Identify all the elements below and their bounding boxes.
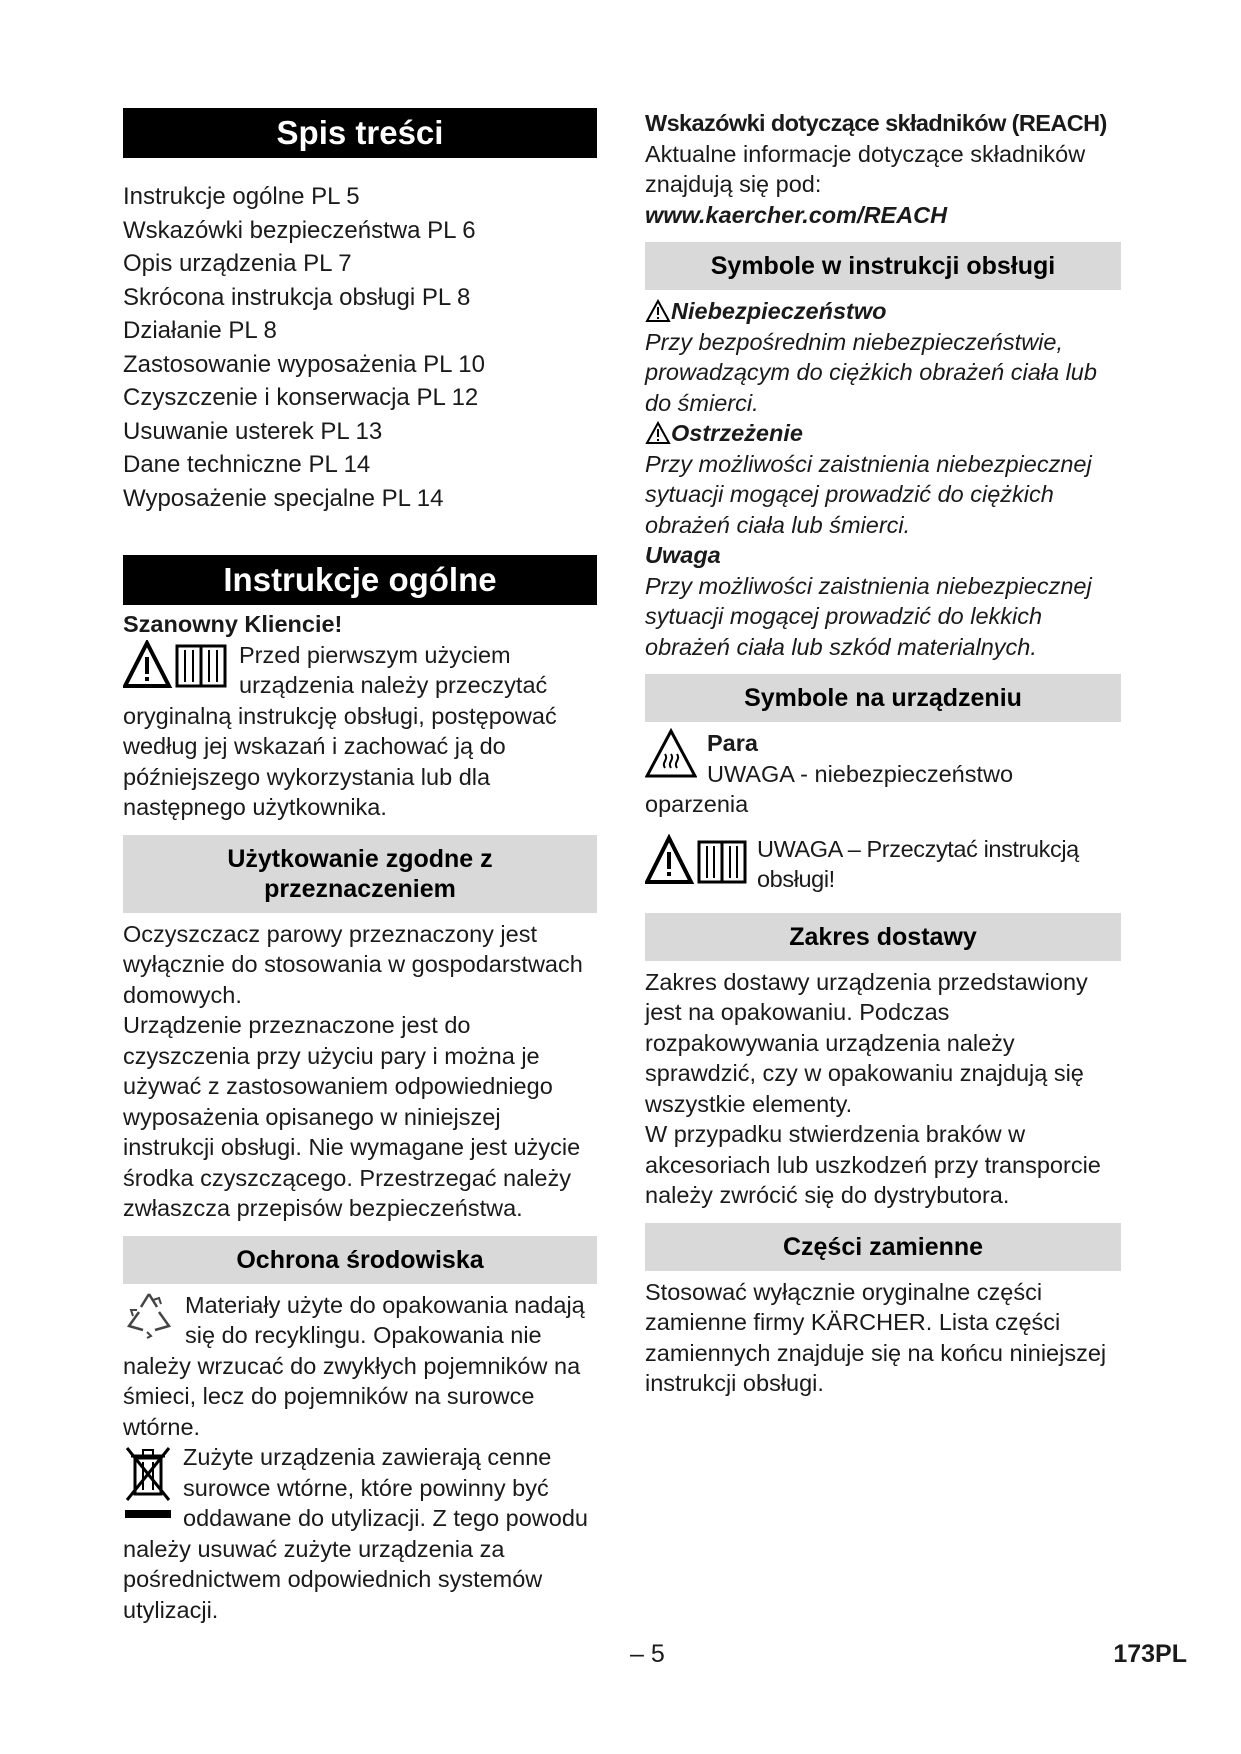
intended-use-title: Użytkowanie zgodne z przeznaczeniem xyxy=(123,835,597,913)
danger-text: Przy bezpośrednim niebezpieczeństwie, prowadzącym do ciężkich obrażeń ciała lub do śmierci. xyxy=(645,328,1097,416)
toc-item[interactable]: Zastosowanie wyposażenia PL 10 xyxy=(123,350,485,378)
warning-label: Ostrzeżenie xyxy=(671,420,803,446)
warning-book-icon xyxy=(645,834,749,886)
recycling-block xyxy=(123,1290,597,1443)
danger-label: Niebezpieczeństwo xyxy=(671,298,887,324)
toc-item[interactable]: Wskazówki bezpieczeństwa PL 6 xyxy=(123,216,476,244)
caution-label: Uwaga xyxy=(645,542,721,568)
caution-block xyxy=(645,540,1121,662)
steam-block xyxy=(645,728,1121,820)
caution-text: Przy możliwości zaistnienia niebezpiecznej sytuacji mogącej prowadzić do lekkich obrażeń ciała lub szkód materialnych. xyxy=(645,572,1092,660)
general-title: Instrukcje ogólne xyxy=(123,555,597,605)
toc-item[interactable]: Opis urządzenia PL 7 xyxy=(123,250,352,277)
left-column xyxy=(123,108,597,1625)
toc-item[interactable]: Wyposażenie specjalne PL 14 xyxy=(123,484,444,512)
right-column xyxy=(645,108,1121,1399)
toc-item[interactable]: Usuwanie usterek PL 13 xyxy=(123,417,383,445)
danger-block xyxy=(645,296,1121,418)
steam-label: Para xyxy=(707,730,758,756)
toc-title: Spis treści xyxy=(123,108,597,158)
symbols-device-title: Symbole na urządzeniu xyxy=(645,674,1121,722)
warning-triangle-icon xyxy=(645,299,671,323)
toc-list xyxy=(123,180,597,515)
read-manual-text: UWAGA – Przeczytać instrukcją obsługi! xyxy=(757,835,1079,892)
environment-p1: Materiały użyte do opakowania nadają się do recyklingu. Opakowania nie należy wrzucać do zwykłych pojemników na śmieci, lecz do pojemników na surowce wtórne. xyxy=(123,1291,585,1440)
warning-book-icon xyxy=(123,640,229,690)
intended-use-p2: Urządzenie przeznaczone jest do czyszczenia przy użyciu pary i można je używać z zastosowaniem odpowiedniego wyposażenia opisanego w niniejszej instrukcji obsługi. Nie wymagane jest użycie środka czyszczącego. Przestrzegać należy zwłaszcza przepisów bezpieczeństwa. xyxy=(123,1012,581,1221)
read-manual-block xyxy=(645,834,1121,895)
weee-block xyxy=(123,1442,597,1625)
greeting: Szanowny Kliencie! xyxy=(123,611,343,637)
warning-block xyxy=(645,418,1121,540)
reach-text: Aktualne informacje dotyczące składników znajdują się pod: xyxy=(645,140,1086,197)
page-code: 173PL xyxy=(1113,1640,1187,1668)
toc-item[interactable]: Działanie PL 8 xyxy=(123,317,277,344)
crossed-bin-icon xyxy=(123,1442,173,1522)
general-intro-text: Przed pierwszym użyciem urządzenia należy przeczytać oryginalną instrukcję obsługi, postępować według jej wskazań i zachować ją do późniejszego wykorzystania lub dla następnego użytkownika. xyxy=(123,641,557,820)
toc-item[interactable]: Skrócona instrukcja obsługi PL 8 xyxy=(123,283,471,311)
warning-triangle-icon xyxy=(645,421,671,445)
delivery-p2: W przypadku stwierdzenia braków w akcesoriach lub uszkodzeń przy transporcie należy zwrócić się do dystrybutora. xyxy=(645,1121,1101,1208)
delivery-p1: Zakres dostawy urządzenia przedstawiony jest na opakowaniu. Podczas rozpakowywania urządzenia należy sprawdzić, czy w opakowaniu znajdują się wszystkie elementy. xyxy=(645,968,1088,1117)
delivery-title: Zakres dostawy xyxy=(645,913,1121,961)
symbols-manual-title: Symbole w instrukcji obsługi xyxy=(645,242,1121,290)
toc-item[interactable]: Instrukcje ogólne PL 5 xyxy=(123,183,360,210)
page-number: – 5 xyxy=(630,1640,665,1668)
toc-item[interactable]: Czyszczenie i konserwacja PL 12 xyxy=(123,384,479,411)
general-intro-block xyxy=(123,640,597,823)
spare-parts-title: Części zamienne xyxy=(645,1223,1121,1271)
environment-p2: Zużyte urządzenia zawierają cenne surowce wtórne, które powinny być oddawane do utylizacji. Z tego powodu należy usuwać zużyte urządzenia za pośrednictwem odpowiednich systemów utylizacji. xyxy=(123,1444,588,1623)
intended-use-p1: Oczyszczacz parowy przeznaczony jest wyłącznie do stosowania w gospodarstwach domowych. xyxy=(123,920,583,1008)
danger-heading xyxy=(645,296,1121,327)
recycling-icon xyxy=(123,1290,175,1340)
warning-heading xyxy=(645,418,1121,449)
toc-item[interactable]: Dane techniczne PL 14 xyxy=(123,451,371,478)
hot-steam-warning-icon xyxy=(645,728,697,780)
reach-url[interactable]: www.kaercher.com/REACH xyxy=(645,201,948,228)
warning-text: Przy możliwości zaistnienia niebezpiecznej sytuacji mogącej prowadzić do ciężkich obrażeń ciała lub śmierci. xyxy=(645,450,1092,538)
environment-title: Ochrona środowiska xyxy=(123,1236,597,1284)
reach-title: Wskazówki dotyczące składników (REACH) xyxy=(645,110,1107,136)
spare-parts-text: Stosować wyłącznie oryginalne części zamienne firmy KÄRCHER. Lista części zamiennych znajduje się na końcu niniejszej instrukcji obsługi. xyxy=(645,1278,1107,1396)
steam-text: UWAGA - niebezpieczeństwo oparzenia xyxy=(645,760,1014,817)
